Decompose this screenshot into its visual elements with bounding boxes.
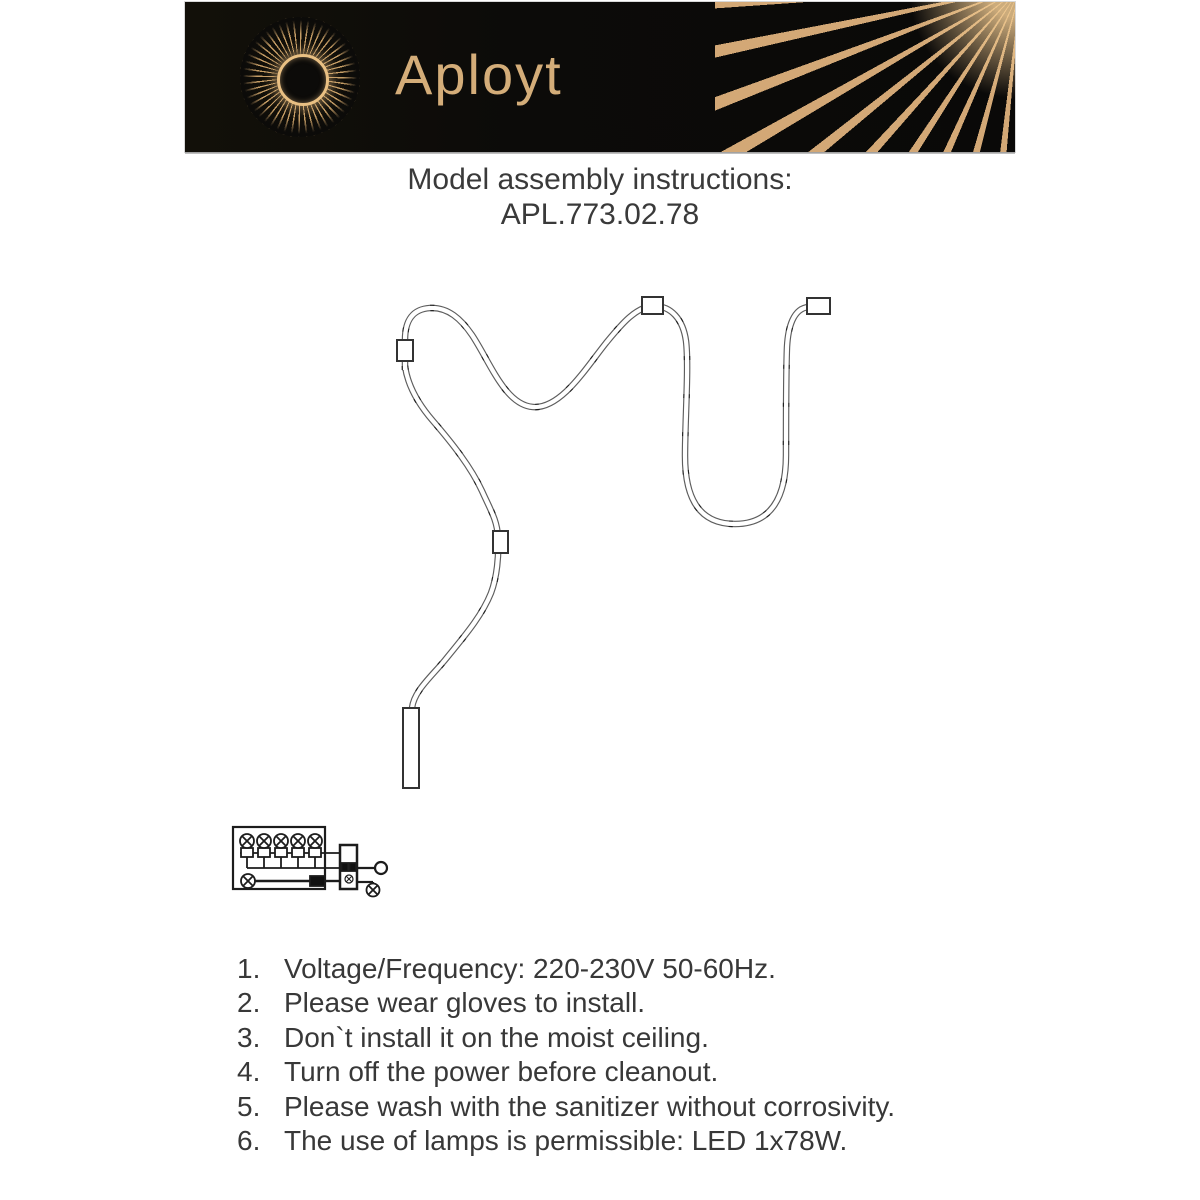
item-text: Please wash with the sanitizer without corrosivity. bbox=[284, 1090, 896, 1122]
connector-left bbox=[397, 340, 413, 361]
list-item bbox=[237, 1090, 1057, 1124]
sunburst-logo-ring bbox=[277, 54, 329, 106]
list-item bbox=[237, 986, 1057, 1020]
list-item bbox=[237, 1055, 1057, 1089]
list-item bbox=[237, 1021, 1057, 1055]
item-text: Voltage/Frequency: 220-230V 50-60Hz. bbox=[284, 953, 776, 984]
terminal-block bbox=[233, 827, 325, 889]
instruction-list bbox=[237, 952, 1057, 1158]
title-line: Model assembly instructions: bbox=[407, 163, 793, 196]
tube-lower-core bbox=[405, 366, 498, 708]
item-text: The use of lamps is permissible: LED 1x78W. bbox=[284, 1125, 848, 1157]
ring-terminal bbox=[357, 862, 387, 874]
item-number: 6. bbox=[237, 1125, 261, 1157]
tube-lower-path bbox=[405, 366, 498, 708]
brand-banner bbox=[185, 2, 1015, 152]
item-number: 1. bbox=[237, 953, 261, 984]
wiring-diagram bbox=[233, 827, 387, 897]
tube-upper-core bbox=[405, 306, 814, 524]
page-title bbox=[0, 162, 1200, 232]
ground-wire bbox=[241, 874, 340, 888]
model-number: APL.773.02.78 bbox=[500, 198, 700, 231]
item-number: 3. bbox=[237, 1021, 261, 1053]
item-number: 2. bbox=[237, 987, 261, 1019]
tube-dash-accents-lower bbox=[405, 366, 498, 708]
list-item bbox=[237, 1124, 1057, 1158]
item-text: Don`t install it on the moist ceiling. bbox=[284, 1021, 709, 1053]
item-text: Please wear gloves to install. bbox=[284, 987, 646, 1019]
list-item bbox=[237, 952, 1057, 986]
tube-dash-accents bbox=[405, 306, 814, 524]
end-cap bbox=[807, 298, 830, 314]
driver-component bbox=[340, 845, 357, 889]
connector-top bbox=[642, 297, 663, 314]
item-number: 4. bbox=[237, 1056, 261, 1088]
strain-relief bbox=[310, 876, 325, 886]
brand-wordmark: Aployt bbox=[395, 43, 563, 106]
output-screw bbox=[357, 882, 380, 897]
lamp-head bbox=[403, 708, 419, 788]
rays-decoration bbox=[715, 2, 1015, 152]
connector-middle bbox=[493, 531, 508, 553]
flexible-tube-drawing bbox=[397, 297, 830, 788]
tube-upper-path bbox=[405, 306, 814, 524]
screw-terminals bbox=[240, 834, 322, 868]
item-number: 5. bbox=[237, 1090, 261, 1122]
item-text: Turn off the power before cleanout. bbox=[284, 1056, 719, 1088]
